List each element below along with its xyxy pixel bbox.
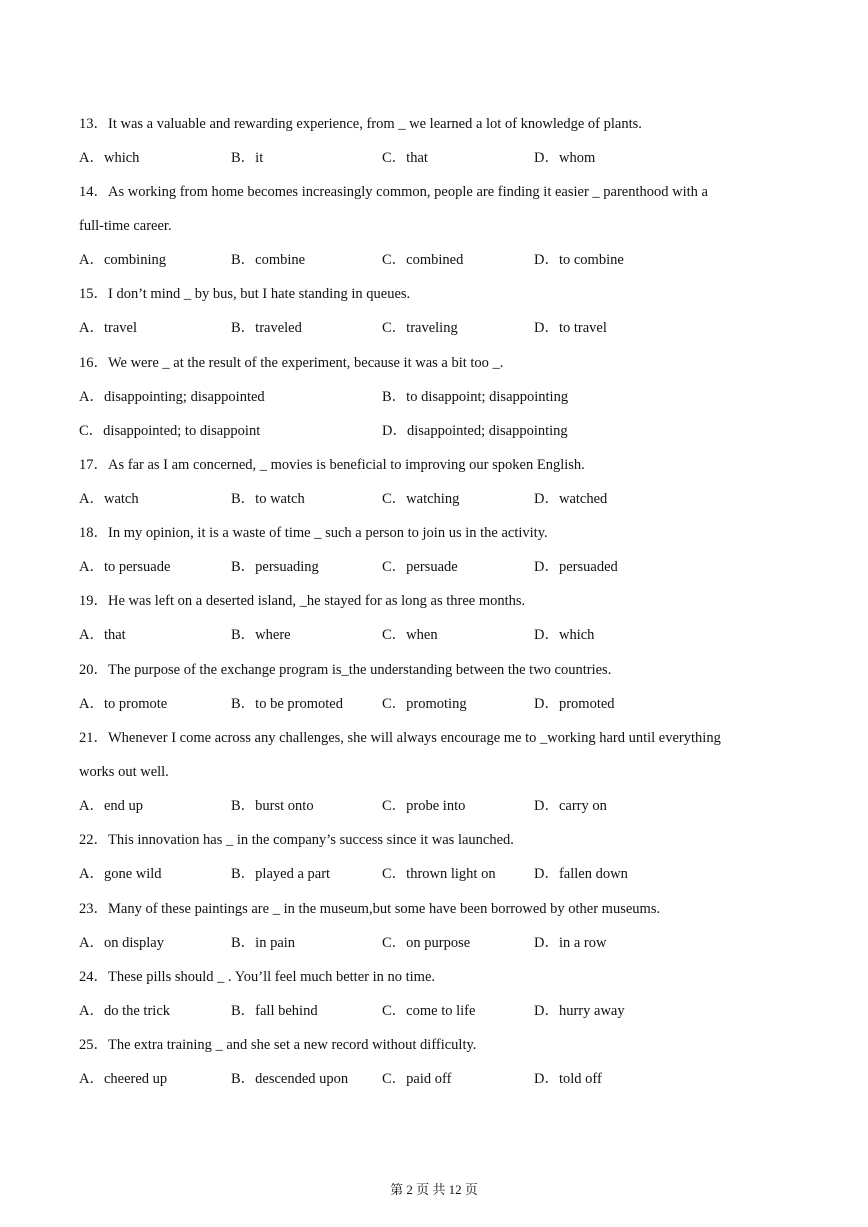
option-c: C．promoting xyxy=(382,696,467,712)
option-c: C．probe into xyxy=(382,798,466,814)
option-c: C．paid off xyxy=(382,1071,452,1087)
question-number: 17． xyxy=(79,457,108,473)
question-text: I don’t mind _ by bus, but I hate standing in queues. xyxy=(108,286,411,302)
question-number: 22． xyxy=(79,832,108,848)
option-b: B．traveled xyxy=(231,320,302,336)
option-d: D．watched xyxy=(534,491,608,507)
option-a: A．disappointing; disappointed xyxy=(79,389,265,405)
question-number: 19． xyxy=(79,593,108,609)
question-number: 15． xyxy=(79,286,108,302)
question-number: 16． xyxy=(79,355,108,371)
option-b: B．where xyxy=(231,627,291,643)
option-c: C．persuade xyxy=(382,559,458,575)
question-stem xyxy=(79,899,660,919)
option-d: D．carry on xyxy=(534,798,607,814)
question-text: Whenever I come across any challenges, she will always encourage me to _working hard until everything xyxy=(108,730,721,746)
option-c: C．on purpose xyxy=(382,935,471,951)
option-b: B．to be promoted xyxy=(231,696,343,712)
option-c: C．disappointed; to disappoint xyxy=(79,423,261,439)
option-d: D．persuaded xyxy=(534,559,618,575)
question-stem xyxy=(79,182,708,202)
option-b: B．descended upon xyxy=(231,1071,349,1087)
question-text: Many of these paintings are _ in the museum,but some have been borrowed by other museums. xyxy=(108,901,661,917)
option-b: B．burst onto xyxy=(231,798,314,814)
option-a: A．gone wild xyxy=(79,866,162,882)
question-stem xyxy=(79,1035,476,1055)
question-stem xyxy=(79,455,585,475)
question-text: The extra training _ and she set a new record without difficulty. xyxy=(108,1037,477,1053)
option-d: D．to combine xyxy=(534,252,624,268)
option-c: C．that xyxy=(382,150,428,166)
option-a: A．that xyxy=(79,627,126,643)
option-d: D．to travel xyxy=(534,320,607,336)
question-number: 14． xyxy=(79,184,108,200)
option-c: C．when xyxy=(382,627,438,643)
question-text: These pills should _ . You’ll feel much better in no time. xyxy=(108,969,436,985)
question-number: 13． xyxy=(79,116,108,132)
question-stem xyxy=(79,728,721,748)
option-d: D．disappointed; disappointing xyxy=(382,423,568,439)
question-number: 25． xyxy=(79,1037,108,1053)
question-number: 20． xyxy=(79,662,108,678)
question-text: He was left on a deserted island, _he stayed for as long as three months. xyxy=(108,593,526,609)
question-stem xyxy=(79,967,435,987)
question-stem xyxy=(79,353,503,373)
option-c: C．thrown light on xyxy=(382,866,496,882)
question-number: 21． xyxy=(79,730,108,746)
question-number: 23． xyxy=(79,901,108,917)
question-number: 24． xyxy=(79,969,108,985)
option-c: C．combined xyxy=(382,252,464,268)
option-a: A．watch xyxy=(79,491,139,507)
option-a: A．which xyxy=(79,150,140,166)
question-text: It was a valuable and rewarding experience, from _ we learned a lot of knowledge of plants. xyxy=(108,116,642,132)
option-d: D．whom xyxy=(534,150,596,166)
question-text: As far as I am concerned, _ movies is beneficial to improving our spoken English. xyxy=(108,457,585,473)
option-d: D．fallen down xyxy=(534,866,628,882)
question-text-continued: full-time career. xyxy=(79,218,172,234)
option-a: A．cheered up xyxy=(79,1071,168,1087)
option-b: B．fall behind xyxy=(231,1003,318,1019)
option-c: C．watching xyxy=(382,491,460,507)
question-stem-continued xyxy=(79,216,172,236)
option-a: A．do the trick xyxy=(79,1003,171,1019)
question-text: We were _ at the result of the experiment, because it was a bit too _. xyxy=(108,355,504,371)
question-text: In my opinion, it is a waste of time _ such a person to join us in the activity. xyxy=(108,525,548,541)
question-stem-continued xyxy=(79,762,169,782)
option-b: B．in pain xyxy=(231,935,296,951)
option-a: A．on display xyxy=(79,935,164,951)
option-d: D．told off xyxy=(534,1071,602,1087)
question-text: As working from home becomes increasingly common, people are finding it easier _ parenthood with a xyxy=(108,184,708,200)
option-b: B．it xyxy=(231,150,264,166)
question-stem xyxy=(79,523,548,543)
question-number: 18． xyxy=(79,525,108,541)
page-footer: 第 2 页 共 12 页 xyxy=(390,1182,478,1197)
option-b: B．combine xyxy=(231,252,306,268)
option-b: B．played a part xyxy=(231,866,331,882)
option-d: D．in a row xyxy=(534,935,607,951)
option-d: D．promoted xyxy=(534,696,615,712)
option-a: A．to promote xyxy=(79,696,168,712)
question-stem xyxy=(79,591,525,611)
question-stem xyxy=(79,660,611,680)
question-text-continued: works out well. xyxy=(79,764,169,780)
option-d: D．hurry away xyxy=(534,1003,625,1019)
question-text: This innovation has _ in the company’s success since it was launched. xyxy=(108,832,514,848)
option-a: A．end up xyxy=(79,798,144,814)
option-d: D．which xyxy=(534,627,595,643)
option-c: C．traveling xyxy=(382,320,458,336)
question-stem xyxy=(79,114,642,134)
option-b: B．to watch xyxy=(231,491,305,507)
option-a: A．travel xyxy=(79,320,137,336)
option-b: B．to disappoint; disappointing xyxy=(382,389,569,405)
option-a: A．combining xyxy=(79,252,166,268)
question-stem xyxy=(79,284,410,304)
question-text: The purpose of the exchange program is_the understanding between the two countries. xyxy=(108,662,612,678)
option-c: C．come to life xyxy=(382,1003,476,1019)
option-b: B．persuading xyxy=(231,559,319,575)
question-stem xyxy=(79,830,514,850)
option-a: A．to persuade xyxy=(79,559,171,575)
